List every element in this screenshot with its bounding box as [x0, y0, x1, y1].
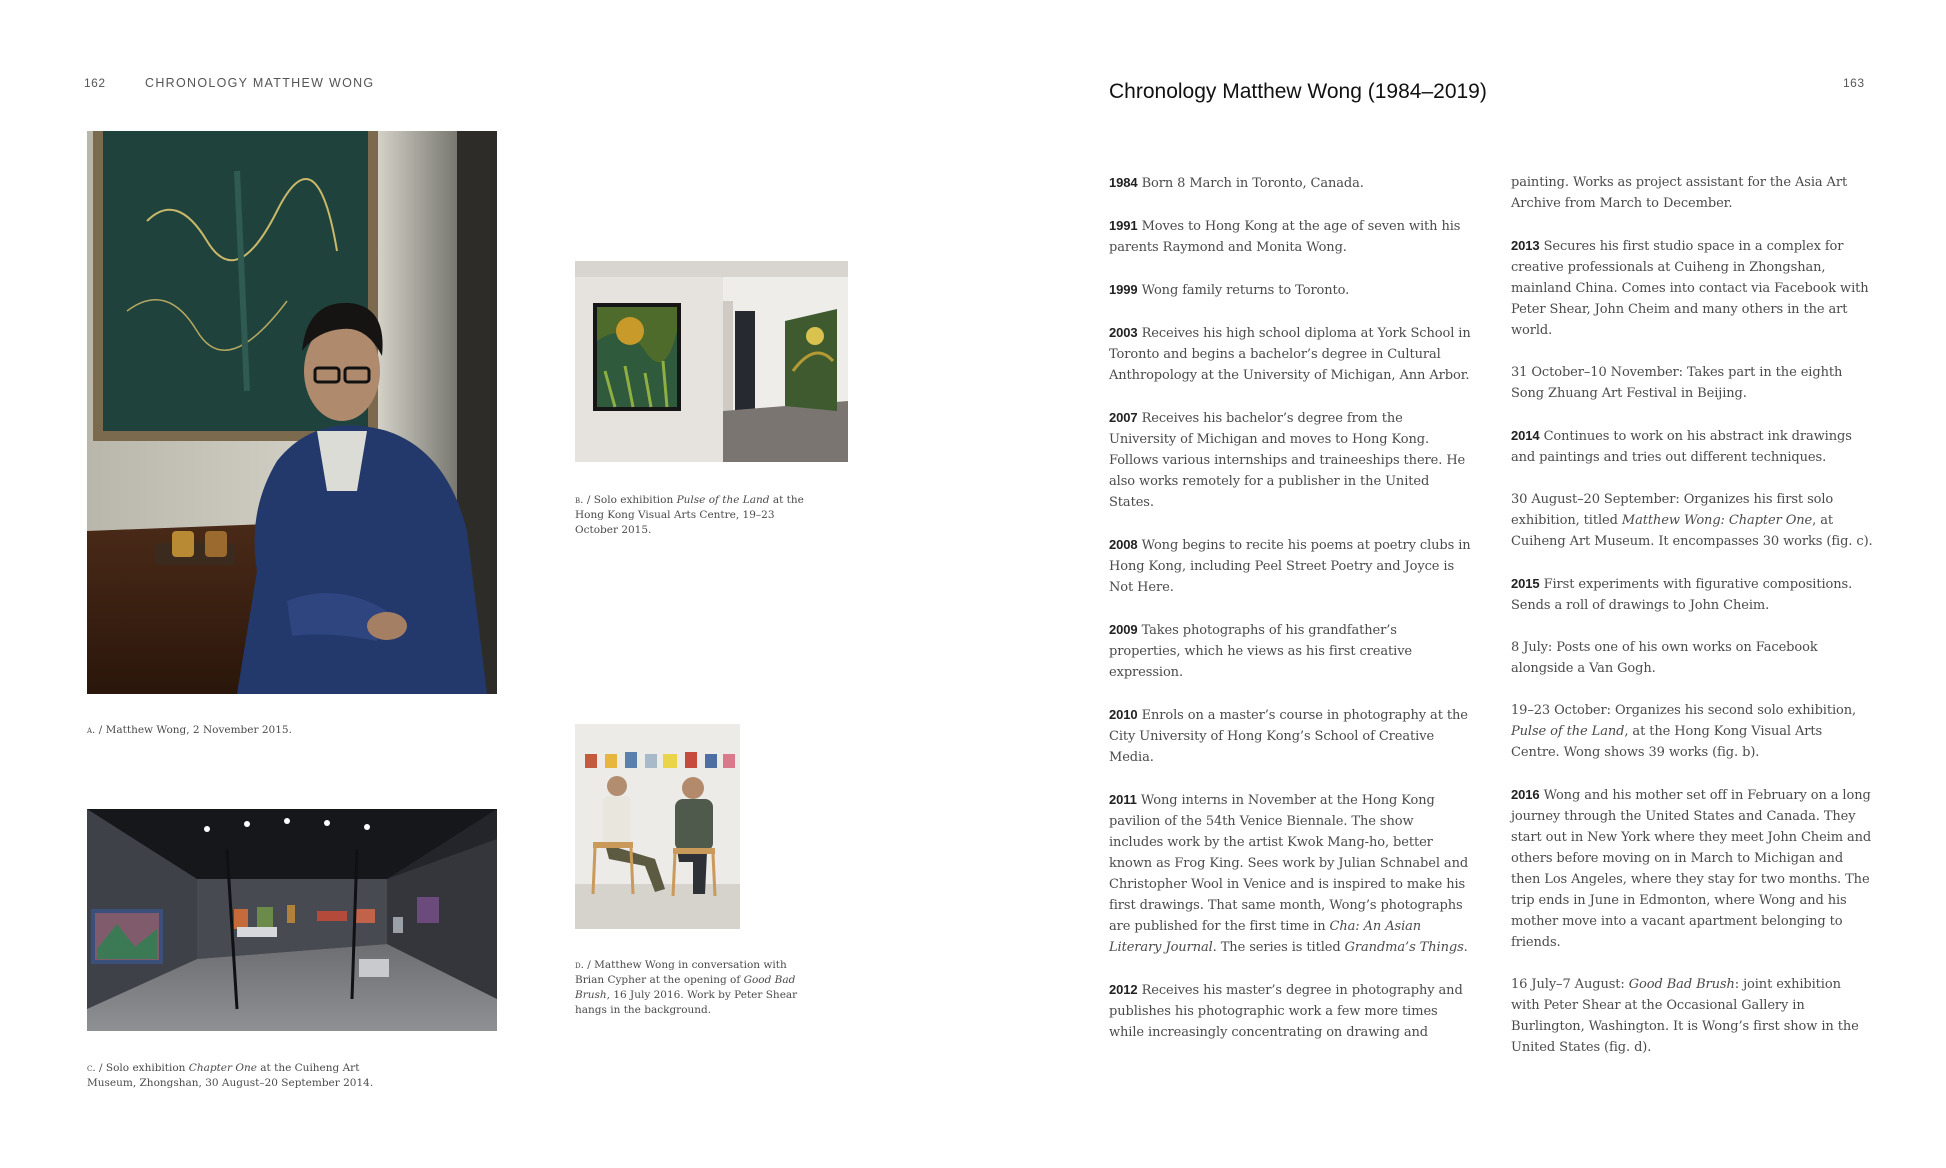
entry-year: 2007 [1109, 410, 1138, 425]
entry-text: First experiments with figurative compositions. Sends a roll of drawings to John Cheim. [1511, 577, 1853, 613]
entry-text: 8 July: Posts one of his own works on Facebook alongside a Van Gogh. [1511, 640, 1818, 676]
entry-year: 2009 [1109, 622, 1138, 637]
entry-2012 [1109, 979, 1471, 1043]
photo-chapter-one-image [87, 809, 497, 1031]
entry-text: painting. Works as project assistant for the Asia Art Archive from March to December. [1511, 175, 1848, 211]
entry-2009 [1109, 619, 1471, 683]
entry-2003 [1109, 322, 1471, 386]
entry-2016-july [1511, 974, 1873, 1058]
caption-c-mark: c. [87, 1062, 96, 1074]
entry-exhibition-title: Pulse of the Land [1511, 724, 1625, 739]
entry-1984 [1109, 172, 1471, 194]
entry-year: 2015 [1511, 576, 1540, 591]
running-head: CHRONOLOGY MATTHEW WONG [145, 76, 375, 90]
entry-text: Continues to work on his abstract ink drawings and paintings and tries out different techniques. [1511, 429, 1852, 465]
entry-2014-august [1511, 489, 1873, 552]
entry-2014 [1511, 425, 1873, 468]
folio-left: 162 [84, 76, 106, 90]
entry-year: 2011 [1109, 792, 1137, 807]
entry-text: : joint exhibition with Peter Shear at the Occasional Gallery in Burlington, Washington. It is Wong’s first show in the United States (fig. d). [1511, 977, 1859, 1055]
entry-2015-october [1511, 700, 1873, 763]
entry-text: Wong begins to recite his poems at poetry clubs in Hong Kong, including Peel Street Poetry and Joyce is Not Here. [1109, 538, 1471, 595]
entry-text: Wong and his mother set off in February on a long journey through the United States and Canada. They start out in New York where they meet John Cheim and others before moving on in March to Michigan and then Los Angeles, where they stay for two months. The trip ends in June in Edmonton, where Wong and his mother move into a vacant apartment belonging to friends. [1511, 788, 1872, 950]
entry-year: 2016 [1511, 787, 1540, 802]
entry-2013-october [1511, 362, 1873, 404]
entry-year: 2013 [1511, 238, 1540, 253]
caption-b-pre: / Solo exhibition [583, 494, 677, 506]
entry-year: 1991 [1109, 218, 1138, 233]
entry-year: 1984 [1109, 175, 1138, 190]
entry-2015-july [1511, 637, 1873, 679]
chronology-column-2 [1511, 172, 1873, 1079]
entry-2015 [1511, 573, 1873, 616]
photo-chapter-one [87, 809, 497, 1031]
chronology-column-1 [1109, 172, 1471, 1064]
entry-exhibition-title: Good Bad Brush [1628, 977, 1735, 992]
entry-1991 [1109, 215, 1471, 258]
caption-b-mark: b. [575, 494, 584, 506]
entry-2012-continued [1511, 172, 1873, 214]
entry-year: 2012 [1109, 982, 1138, 997]
entry-text: Receives his high school diploma at York School in Toronto and begins a bachelor’s degree in Cultural Anthropology at the University of Michigan, Ann Arbor. [1109, 326, 1471, 383]
entry-2010 [1109, 704, 1471, 768]
entry-exhibition-title: Matthew Wong: Chapter One [1621, 513, 1813, 528]
photo-pulse-of-the-land [575, 261, 848, 462]
entry-1999 [1109, 279, 1471, 301]
entry-text: Moves to Hong Kong at the age of seven with his parents Raymond and Monita Wong. [1109, 219, 1461, 255]
entry-text: 30 August–20 September: Organizes his first solo exhibition, titled [1511, 492, 1834, 528]
caption-b [575, 493, 815, 538]
caption-c-pre: / Solo exhibition [95, 1062, 189, 1074]
entry-year: 2003 [1109, 325, 1138, 340]
photo-conversation-image [575, 724, 740, 929]
caption-a [87, 723, 387, 738]
entry-year: 2014 [1511, 428, 1540, 443]
entry-text: Wong family returns to Toronto. [1137, 283, 1350, 298]
entry-text: Secures his first studio space in a complex for creative professionals at Cuiheng in Zhongshan, mainland China. Comes into contact via Facebook with Peter Shear, John Cheim and many others in the art world. [1511, 239, 1869, 338]
caption-d [575, 958, 815, 1018]
entry-2016 [1511, 784, 1873, 953]
caption-a-mark: a. [87, 724, 96, 736]
entry-text: Wong interns in November at the Hong Kong pavilion of the 54th Venice Biennale. The show includes work by the artist Kwok Mang-ho, better known as Frog King. Sees work by Julian Schnabel and Christopher Wool in Venice and is inspired to make his first drawings. That same month, Wong’s photographs are published for the first time in [1109, 793, 1469, 934]
photo-conversation [575, 724, 740, 929]
entry-text: Receives his bachelor’s degree from the University of Michigan and moves to Hong Kong. Follows various internships and traineeships there. He also works remotely for a publisher in the United States. [1109, 411, 1466, 510]
caption-c-title: Chapter One [188, 1062, 257, 1074]
entry-text: 16 July–7 August: [1511, 977, 1629, 992]
entry-2013 [1511, 235, 1873, 341]
entry-2007 [1109, 407, 1471, 513]
entry-series-title: Grandma’s Things [1344, 940, 1464, 955]
entry-2008 [1109, 534, 1471, 598]
chronology-title: Chronology Matthew Wong (1984–2019) [1109, 80, 1487, 103]
photo-pulse-image [575, 261, 848, 462]
caption-b-post: at the Hong Kong Visual Arts Centre, 19–23 October 2015. [575, 494, 804, 536]
caption-b-title: Pulse of the Land [676, 494, 770, 506]
entry-text: Born 8 March in Toronto, Canada. [1137, 176, 1364, 191]
entry-text: Enrols on a master’s course in photography at the City University of Hong Kong’s School of Creative Media. [1109, 708, 1468, 765]
entry-2011 [1109, 789, 1471, 958]
entry-text: , at Cuiheng Art Museum. It encompasses 30 works (fig. c). [1511, 513, 1873, 549]
entry-text: , at the Hong Kong Visual Arts Centre. Wong shows 39 works (fig. b). [1511, 724, 1823, 760]
entry-text: . The series is titled [1212, 940, 1345, 955]
photo-portrait-image [87, 131, 497, 694]
entry-text: 31 October–10 November: Takes part in the eighth Song Zhuang Art Festival in Beijing. [1511, 365, 1843, 401]
entry-year: 2008 [1109, 537, 1138, 552]
caption-d-mark: d. [575, 959, 584, 971]
entry-text: 19–23 October: Organizes his second solo exhibition, [1511, 703, 1857, 718]
entry-text: Takes photographs of his grandfather’s properties, which he views as his first creative expression. [1109, 623, 1413, 680]
caption-d-title: Good Bad Brush [575, 974, 796, 1001]
caption-c [87, 1061, 407, 1091]
photo-portrait [87, 131, 497, 694]
entry-journal-title: Cha: An Asian Literary Journal [1109, 919, 1422, 955]
caption-a-text: / Matthew Wong, 2 November 2015. [95, 724, 292, 736]
folio-right: 163 [1843, 76, 1865, 90]
entry-year: 1999 [1109, 282, 1138, 297]
entry-text: . [1463, 940, 1468, 955]
caption-d-post: , 16 July 2016. Work by Peter Shear hangs in the background. [575, 989, 798, 1016]
caption-d-pre: / Matthew Wong in conversation with Brian Cypher at the opening of [575, 959, 787, 986]
caption-c-post: at the Cuiheng Art Museum, Zhongshan, 30 August–20 September 2014. [87, 1062, 374, 1089]
entry-text: Receives his master’s degree in photography and publishes his photographic work a few more times while increasingly concentrating on drawing and [1109, 983, 1463, 1040]
entry-year: 2010 [1109, 707, 1138, 722]
